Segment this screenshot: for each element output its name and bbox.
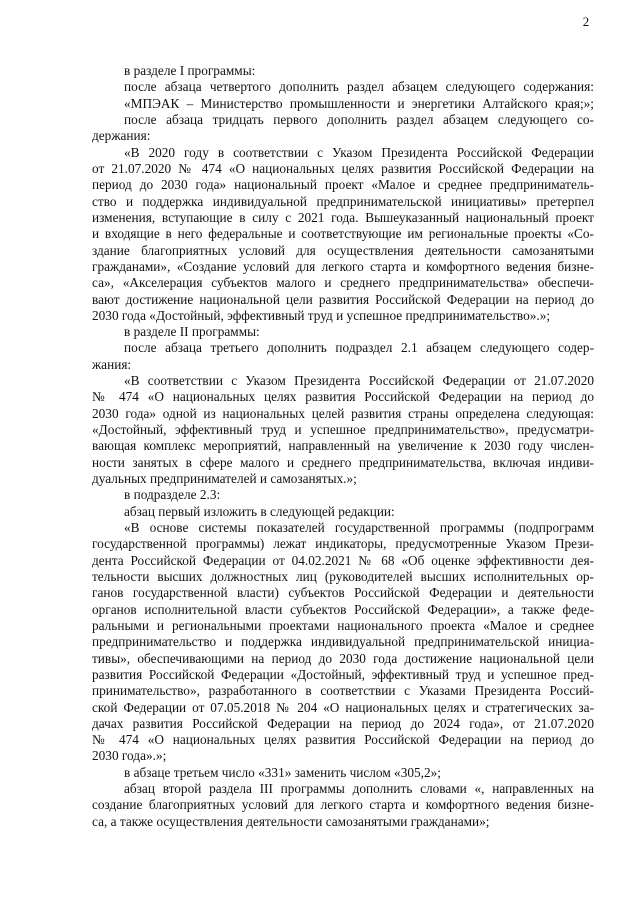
text-line: дента Российской Федерации от 04.02.2021 № 68 «Об оценке эффективности дея-	[92, 552, 594, 568]
text-line: тельности высших должностных лиц (руководителей высших исполнительных ор-	[92, 568, 594, 584]
text-line: в разделе I программы:	[124, 63, 256, 78]
text-line: 2030 года «Достойный, эффективный труд и успешное предпринимательство».»;	[92, 307, 551, 323]
text-line: держания:	[92, 128, 151, 144]
text-line: № 474 «О национальных целях развития Российской Федерации на период до	[92, 389, 594, 405]
text-line: после абзаца третьего дополнить подраздел 2.1 абзацем следующего содер-	[124, 340, 594, 356]
text-line: ральными и региональными проектами национального проекта «Малое и среднее	[92, 617, 594, 633]
text-line: 2030 года» одной из национальных целей развития страны определена следующая:	[92, 405, 594, 421]
text-line: здание благоприятных условий для осуществления деятельности самозанятыми	[92, 242, 594, 258]
text-line: ности занятых в сфере малого и среднего предпринимательства, включая индиви-	[92, 454, 594, 470]
text-line: ской Федерации от 07.05.2018 № 204 «О национальных целях и стратегических за-	[92, 699, 594, 715]
text-line: «Достойный, эффективный труд и успешное предпринимательство», предусматри-	[92, 422, 594, 437]
text-line: создание благоприятных условий для легкого старта и комфортного ведения бизне-	[92, 797, 594, 813]
text-line: органов исполнительной власти субъектов Российской Федерации», а также феде-	[92, 601, 594, 617]
text-line: «В основе системы показателей государственной программы (подпрограмм	[124, 520, 594, 535]
text-line: абзац второй раздела III программы дополнить словами «, направленных на	[124, 781, 594, 797]
text-line: гражданами», «Создание условий для легкого старта и комфортного ведения бизне-	[92, 258, 594, 274]
text-line: дачах развития Российской Федерации на период до 2024 года», от 21.07.2020	[92, 715, 594, 731]
text-line: «В соответствии с Указом Президента Российской Федерации от 21.07.2020	[124, 373, 594, 389]
text-line: принимательство», разработанного в соответствии с Указами Президента Россий-	[92, 683, 594, 699]
text-line: изменения, вступающие в силу с 2021 года. Вышеуказанный национальный проект	[92, 209, 594, 225]
text-line: после абзаца четвертого дополнить раздел абзацем следующего содержания:	[124, 79, 594, 95]
text-line: ство и поддержка индивидуальной предпринимательской инициативы» претерпел	[92, 193, 594, 209]
text-line: в подразделе 2.3:	[124, 487, 221, 503]
text-line: жания:	[92, 356, 132, 372]
text-line: ганов государственной власти) субъектов Российской Федерации и деятельности	[92, 585, 594, 601]
page-number: 2	[582, 14, 590, 29]
text-line: вающая комплекс мероприятий, направленный на увеличение к 2030 году числен-	[92, 438, 594, 454]
text-line: «МПЭАК – Министерство промышленности и энергетики Алтайского края;»;	[124, 95, 594, 111]
text-line: и входящие в него федеральные и соответствующие им региональные проекты «Со-	[92, 226, 594, 242]
text-line: развития Российской Федерации «Достойный, эффективный труд и успешное пред-	[92, 666, 594, 682]
text-line: са», «Акселерация субъектов малого и среднего предпринимательства» обеспечи-	[92, 275, 594, 291]
text-line: са, а также осуществления деятельности самозанятыми гражданами»;	[92, 813, 490, 829]
text-line: после абзаца тридцать первого дополнить раздел абзацем следующего со-	[124, 112, 594, 127]
text-line: абзац первый изложить в следующей редакции:	[124, 503, 395, 519]
text-line: дуальных предпринимателей и самозанятых.»;	[92, 471, 357, 486]
text-line: тивы», обеспечивающими на период до 2030 года достижение национальной цели	[92, 650, 594, 666]
text-line: «В 2020 году в соответствии с Указом Президента Российской Федерации	[124, 144, 594, 160]
text-line: от 21.07.2020 № 474 «О национальных целях развития Российской Федерации на	[92, 160, 594, 176]
text-line: в разделе II программы:	[124, 324, 260, 340]
text-line: в абзаце третьем число «331» заменить числом «305,2»;	[124, 764, 441, 780]
text-line: № 474 «О национальных целях развития Российской Федерации на период до	[92, 732, 594, 748]
text-line: период до 2030 года» национальный проект «Малое и среднее предприниматель-	[92, 177, 594, 193]
text-line: 2030 года».»;	[92, 748, 167, 764]
text-line: вают достижение национальной цели развития Российской Федерации на период до	[92, 291, 594, 307]
text-line: государственной программы) лежат индикаторы, предусмотренные Указом Прези-	[92, 536, 594, 552]
text-line: предпринимательство и поддержка индивидуальной предпринимательской инициа-	[92, 634, 594, 650]
